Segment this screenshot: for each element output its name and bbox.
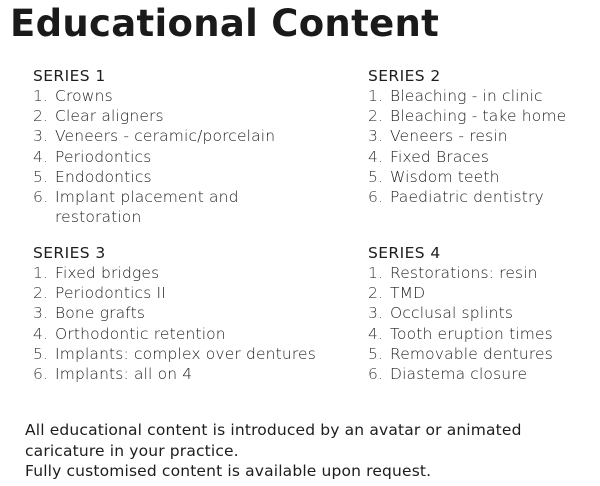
footer-note: [25, 420, 585, 482]
item-text: Paediatric dentistry: [390, 188, 544, 207]
list-item: [368, 344, 593, 364]
item-text: Removable dentures: [390, 344, 553, 363]
list-item: [368, 126, 593, 146]
list-item: [33, 364, 353, 384]
item-text: Bleaching - take home: [390, 107, 567, 126]
item-text: Restorations: resin: [390, 264, 538, 282]
item-text: Orthodontic retention: [55, 324, 226, 343]
list-item: [368, 263, 593, 283]
item-number: 2.: [368, 107, 383, 126]
item-number: 4.: [33, 147, 48, 166]
item-text: Implant placement and restoration: [55, 188, 239, 227]
item-number: 1.: [33, 264, 48, 282]
list-item: [33, 106, 353, 126]
item-text: Periodontics: [55, 147, 152, 166]
item-number: 3.: [33, 127, 48, 146]
item-number: 1.: [368, 264, 383, 282]
list-item: [368, 106, 593, 126]
item-text: Bleaching - in clinic: [390, 87, 543, 105]
list-item: [368, 86, 593, 106]
series-2-list: [368, 86, 593, 207]
item-text: Crowns: [55, 87, 113, 105]
item-number: 3.: [368, 304, 383, 323]
item-text: Bone grafts: [55, 304, 146, 323]
list-item: [368, 364, 593, 384]
item-text: Occlusal splints: [390, 304, 514, 323]
item-text: TMD: [390, 284, 426, 303]
item-number: 1.: [33, 87, 48, 105]
list-item: [33, 86, 353, 106]
item-number: 6.: [33, 188, 48, 207]
item-number: 2.: [33, 107, 48, 126]
item-text: Veneers - ceramic/porcelain: [55, 127, 276, 146]
list-item: [33, 324, 353, 344]
item-number: 4.: [368, 324, 383, 343]
item-text: Clear aligners: [55, 107, 164, 126]
list-item: [33, 126, 353, 146]
list-item: [33, 303, 353, 323]
series-4-section: [368, 243, 593, 384]
series-4-list: [368, 263, 593, 384]
series-1-heading: SERIES 1: [33, 67, 106, 85]
item-number: 3.: [33, 304, 48, 323]
footer-line-1: All educational content is introduced by an avatar or animated caricature in your practice.: [25, 421, 522, 460]
list-item: [368, 167, 593, 187]
item-number: 3.: [368, 127, 383, 146]
series-2-heading: SERIES 2: [368, 67, 441, 85]
list-item: [368, 283, 593, 303]
item-number: 4.: [33, 324, 48, 343]
item-text: Implants: complex over dentures: [55, 344, 316, 363]
item-number: 5.: [33, 167, 48, 186]
list-item: [368, 147, 593, 167]
item-number: 2.: [33, 284, 48, 303]
item-text: Periodontics II: [55, 284, 166, 303]
item-text: Diastema closure: [390, 365, 528, 384]
item-text: Fixed bridges: [55, 264, 160, 282]
list-item: [368, 324, 593, 344]
series-3-section: [33, 243, 353, 384]
list-item: [33, 344, 353, 364]
series-4-heading: SERIES 4: [368, 244, 441, 262]
item-text: Tooth eruption times: [390, 324, 553, 343]
item-text: Implants: all on 4: [55, 365, 193, 384]
item-number: 1.: [368, 87, 383, 105]
series-1-list: [33, 86, 353, 227]
list-item: [33, 147, 353, 167]
item-number: 5.: [33, 344, 48, 363]
item-number: 6.: [368, 365, 383, 384]
list-item: [33, 187, 353, 227]
item-text: Fixed Braces: [390, 147, 490, 166]
item-number: 4.: [368, 147, 383, 166]
series-3-heading: SERIES 3: [33, 244, 106, 262]
list-item: [33, 283, 353, 303]
series-3-list: [33, 263, 353, 384]
footer-line-2: Fully customised content is available upon request.: [25, 462, 432, 480]
page-title: Educational Content: [10, 2, 440, 45]
item-number: 5.: [368, 344, 383, 363]
item-number: 6.: [33, 365, 48, 384]
item-text: Wisdom teeth: [390, 167, 500, 186]
list-item: [368, 187, 593, 207]
list-item: [33, 263, 353, 283]
series-2-section: [368, 66, 593, 207]
list-item: [33, 167, 353, 187]
item-number: 5.: [368, 167, 383, 186]
item-text: Endodontics: [55, 167, 152, 186]
series-1-section: [33, 66, 353, 227]
item-text: Veneers - resin: [390, 127, 508, 146]
item-number: 2.: [368, 284, 383, 303]
item-number: 6.: [368, 188, 383, 207]
list-item: [368, 303, 593, 323]
